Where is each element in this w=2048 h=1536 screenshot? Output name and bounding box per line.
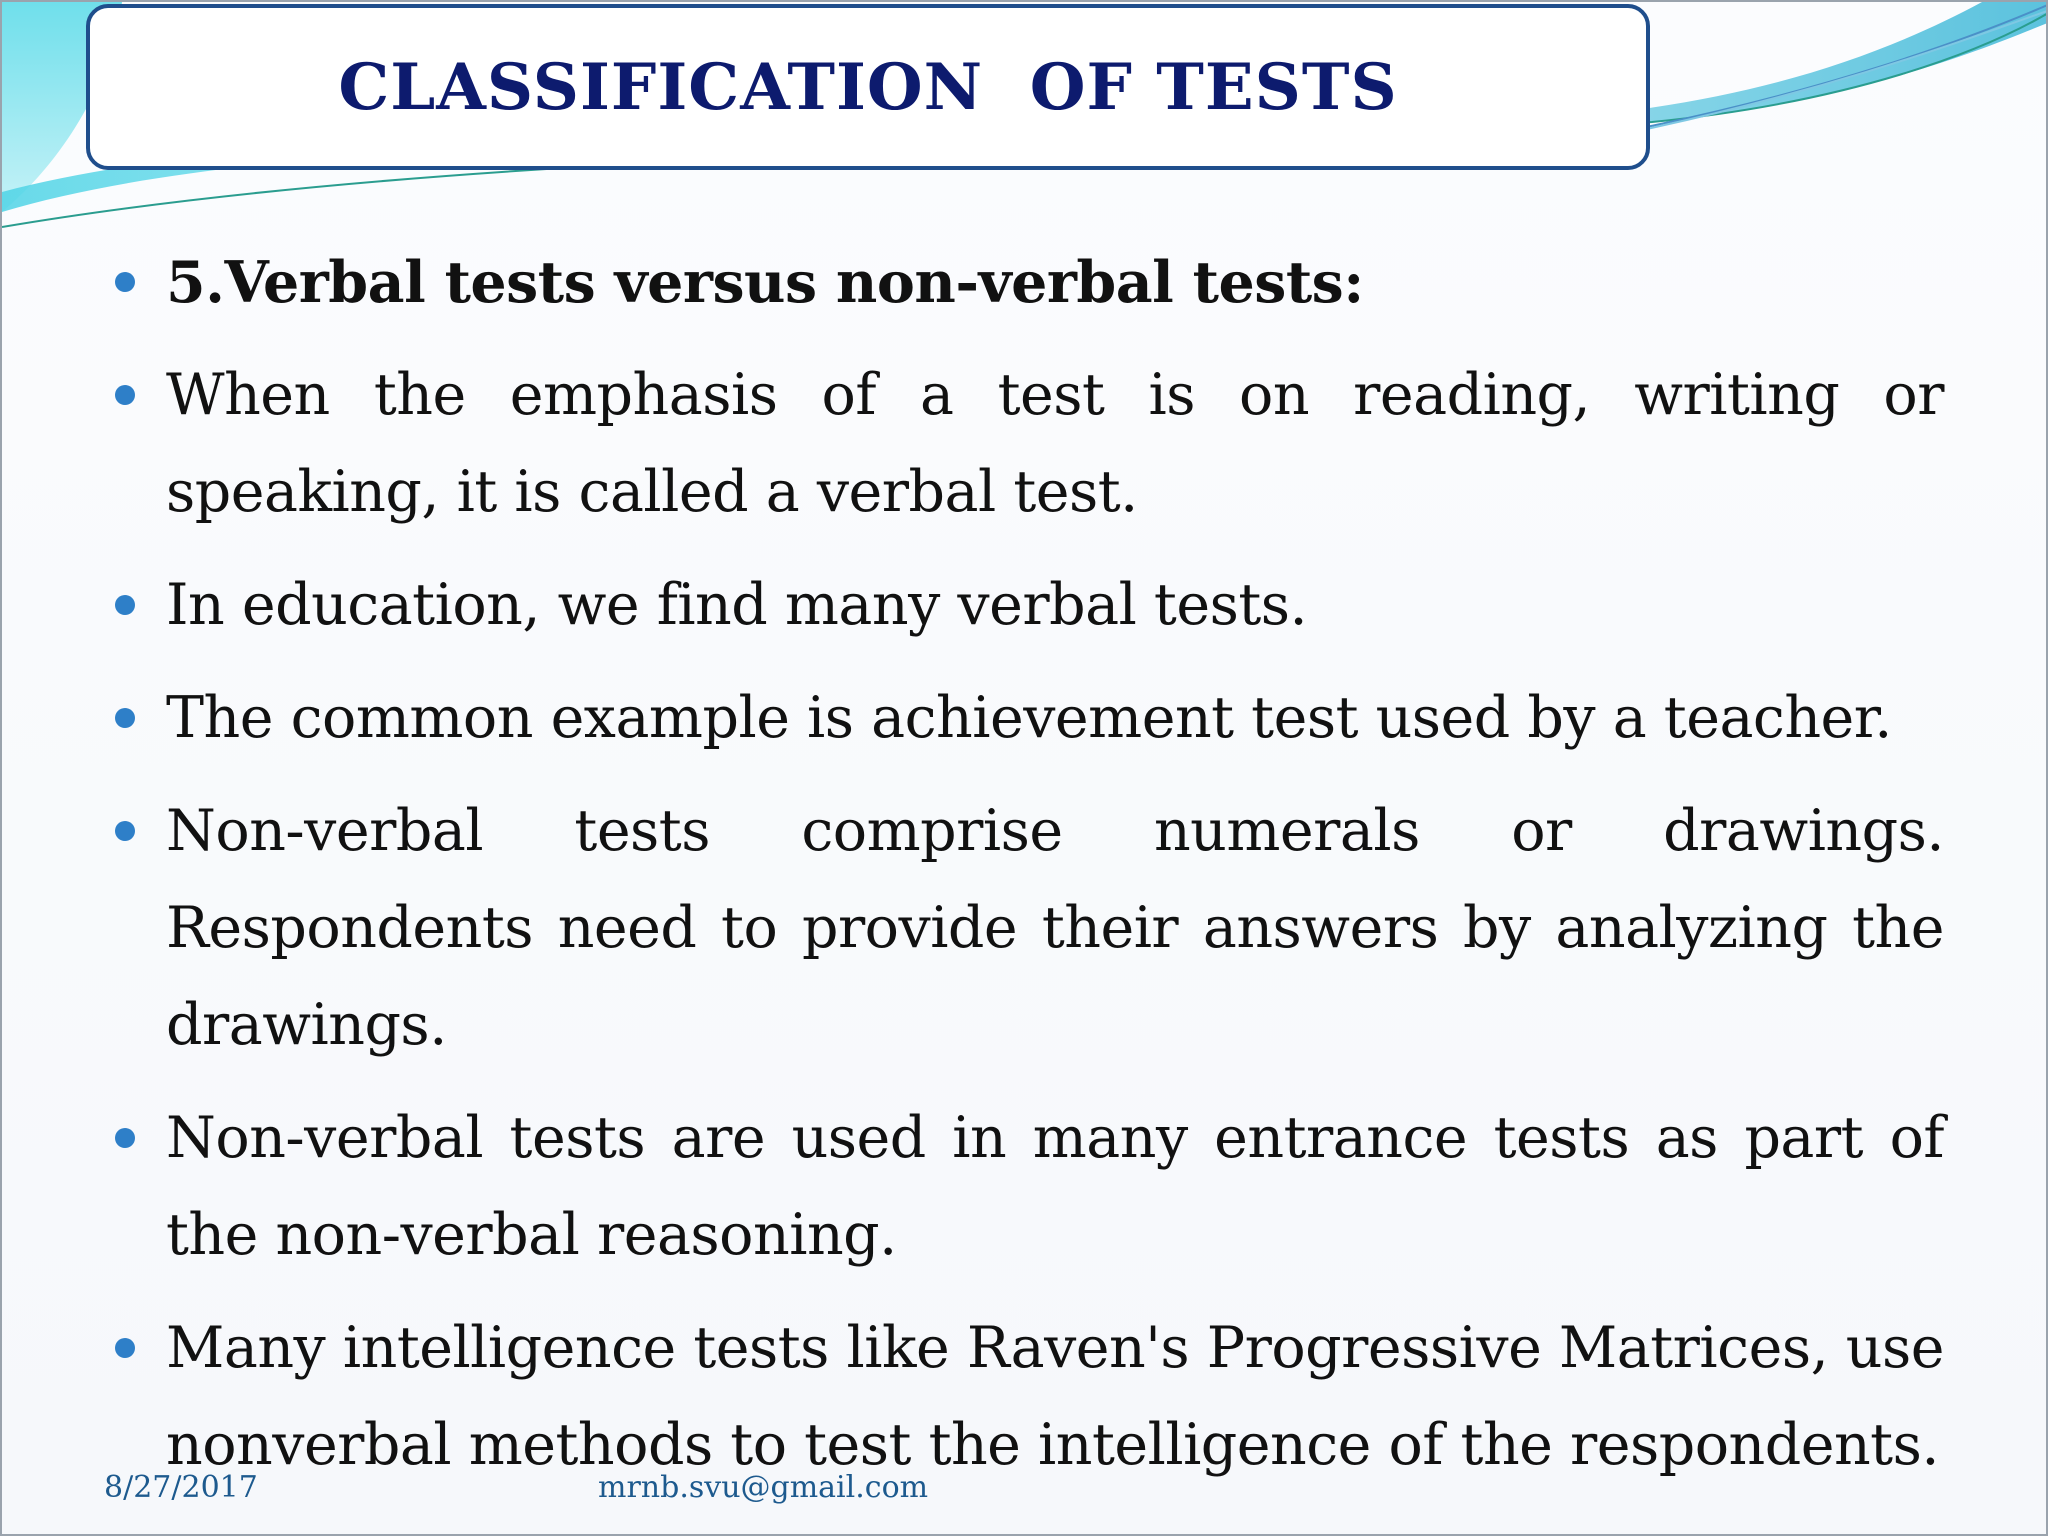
bullet-item <box>112 1090 1944 1284</box>
bullet-text: The common example is achievement test used by a teacher. <box>166 685 1892 751</box>
bullet-text: Many intelligence tests like Raven's Progressive Matrices, use nonverbal methods to test the intelligence of the respondents. <box>166 1315 1944 1478</box>
bullet-item <box>112 783 1944 1074</box>
bullet-text: In education, we find many verbal tests. <box>166 572 1308 638</box>
bullet-dot-icon <box>115 821 135 841</box>
bullet-dot-icon <box>115 272 135 292</box>
bullet-item <box>112 670 1944 767</box>
footer-date: 8/27/2017 <box>104 1470 258 1505</box>
title-box <box>86 4 1650 170</box>
bullet-dot-icon <box>115 1338 135 1358</box>
bullet-list <box>112 234 1944 1510</box>
bullet-item <box>112 347 1944 541</box>
bullet-text: 5.Verbal tests versus non-verbal tests: <box>166 249 1364 316</box>
bullet-text: Non-verbal tests are used in many entrance tests as part of the non-verbal reasoning. <box>166 1105 1944 1268</box>
bullet-item <box>112 557 1944 654</box>
bullet-item <box>112 234 1944 331</box>
bullet-text: Non-verbal tests comprise numerals or drawings. Respondents need to provide their answers by analyzing the drawings. <box>166 798 1944 1058</box>
bullet-dot-icon <box>115 385 135 405</box>
slide-title: CLASSIFICATION OF TESTS <box>338 49 1398 125</box>
bullet-dot-icon <box>115 595 135 615</box>
bullet-dot-icon <box>115 1128 135 1148</box>
bullet-text: When the emphasis of a test is on reading, writing or speaking, it is called a verbal test. <box>166 362 1944 525</box>
bullet-dot-icon <box>115 708 135 728</box>
footer-email: mrnb.svu@gmail.com <box>598 1470 929 1505</box>
bullet-item <box>112 1300 1944 1494</box>
